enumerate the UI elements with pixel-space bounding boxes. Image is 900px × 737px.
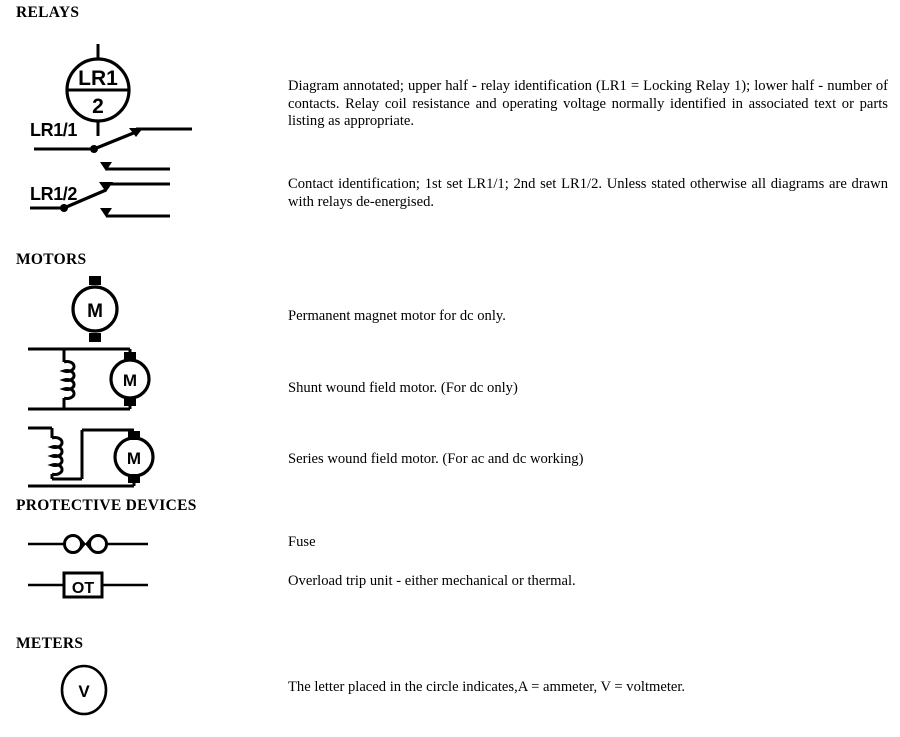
meter-symbol [56, 664, 112, 716]
section-heading-motors: MOTORS [16, 251, 87, 268]
relay-contact-label-lr1-2: LR1/2 [30, 184, 78, 204]
shunt-wound-motor-description: Shunt wound field motor. (For dc only) [288, 380, 518, 396]
section-heading-relays: RELAYS [16, 4, 80, 21]
meter-description: The letter placed in the circle indicates,A = ammeter, V = voltmeter. [288, 679, 686, 695]
section-heading-protective-devices: PROTECTIVE DEVICES [16, 497, 197, 514]
overload-trip-unit-symbol [26, 570, 156, 600]
relay-contacts-description: Contact identification; 1st set LR1/1; 2nd set LR1/2. Unless stated otherwise all diagrams are drawn with relays de-energised. [288, 176, 888, 210]
permanent-magnet-motor-letter: M [87, 301, 103, 322]
overload-trip-unit-label: OT [71, 580, 95, 597]
series-wound-motor-symbol [26, 424, 166, 490]
fuse-symbol [26, 532, 156, 556]
shunt-wound-motor-symbol [26, 346, 156, 412]
relay-coil-description: Diagram annotated; upper half - relay identification (LR1 = Locking Relay 1); lower half - number of contacts. Relay coil resistance and operating voltage normally identified in associated text or parts listing as appropriate. [288, 78, 888, 130]
series-wound-motor-description: Series wound field motor. (For ac and dc working) [288, 451, 584, 467]
section-heading-meters: METERS [16, 635, 84, 652]
permanent-magnet-motor-symbol [62, 276, 128, 342]
relay-contact-label-lr1-1: LR1/1 [30, 120, 78, 140]
meter-letter: V [78, 682, 90, 701]
relay-coil-lower-label: 2 [92, 95, 104, 118]
series-wound-motor-letter: M [126, 449, 142, 468]
shunt-wound-motor-letter: M [122, 371, 138, 390]
overload-trip-unit-description: Overload trip unit - either mechanical or thermal. [288, 573, 576, 589]
fuse-description: Fuse [288, 534, 316, 550]
permanent-magnet-motor-description: Permanent magnet motor for dc only. [288, 308, 506, 324]
relay-coil-upper-label: LR1 [78, 67, 118, 90]
